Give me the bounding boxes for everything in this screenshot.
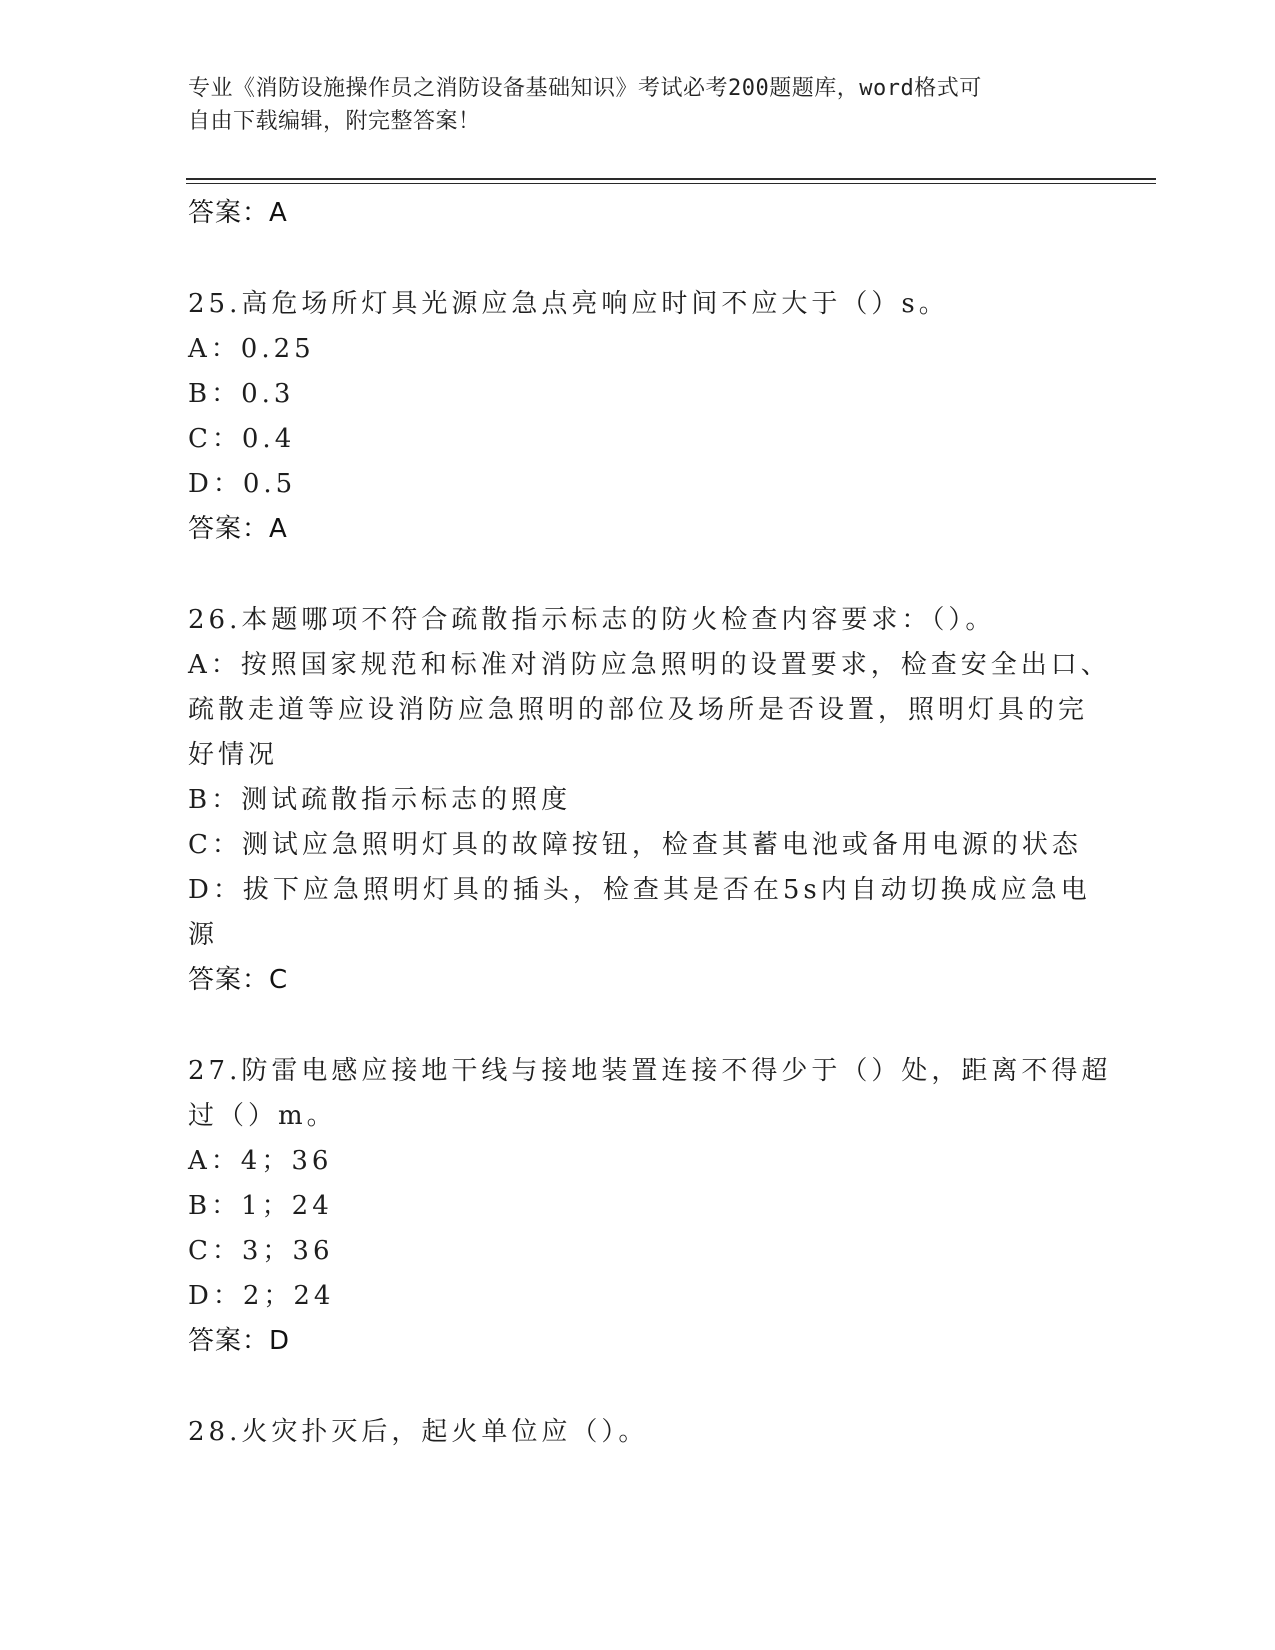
option-b: B：1；24 [188, 1191, 333, 1221]
answer: 答案：D [188, 1326, 291, 1356]
option-c: C：3；36 [188, 1236, 334, 1266]
spacer [188, 1364, 1088, 1410]
question-stem: 25.高危场所灯具光源应急点亮响应时间不应大于（）s。 [188, 289, 949, 319]
question-27 [188, 1049, 1112, 1364]
option-d: D：拔下应急照明灯具的插头，检查其是否在5s内自动切换成应急电 [188, 875, 1091, 905]
option-a: A：0.25 [188, 334, 315, 364]
previous-answer: 答案：A [188, 198, 288, 228]
question-25 [188, 282, 1088, 552]
option-d: D：2；24 [188, 1281, 335, 1311]
option-c: C：0.4 [188, 424, 296, 454]
question-stem: 27.防雷电感应接地干线与接地装置连接不得少于（）处，距离不得超 [188, 1056, 1112, 1086]
option-d-continued: 源 [188, 920, 219, 950]
option-b: B：测试疏散指示标志的照度 [188, 785, 572, 815]
option-a-continued: 好情况 [188, 740, 279, 770]
header-line-1: 专业《消防设施操作员之消防设备基础知识》考试必考200题题库，word格式可 [188, 76, 982, 101]
document-header [188, 72, 1088, 138]
answer: 答案：C [188, 965, 289, 995]
option-a: A：4；36 [188, 1146, 333, 1176]
option-c: C：测试应急照明灯具的故障按钮，检查其蓄电池或备用电源的状态 [188, 830, 1082, 860]
spacer [188, 236, 1088, 282]
option-a-continued: 疏散走道等应设消防应急照明的部位及场所是否设置，照明灯具的完 [188, 695, 1089, 725]
question-stem-continued: 过（）m。 [188, 1101, 337, 1131]
question-stem: 28.火灾扑灭后，起火单位应（）。 [188, 1417, 649, 1447]
spacer [188, 1003, 1088, 1049]
question-28 [188, 1410, 1088, 1455]
header-divider-thick [186, 178, 1156, 180]
question-stem: 26.本题哪项不符合疏散指示标志的防火检查内容要求：（）。 [188, 605, 996, 635]
header-line-2: 自由下载编辑，附完整答案！ [188, 109, 481, 134]
question-26 [188, 598, 1111, 1003]
option-b: B：0.3 [188, 379, 295, 409]
question-list [188, 191, 1112, 1455]
option-d: D：0.5 [188, 469, 297, 499]
answer: 答案：A [188, 514, 288, 544]
option-a: A：按照国家规范和标准对消防应急照明的设置要求，检查安全出口、 [188, 650, 1111, 680]
spacer [188, 552, 1088, 598]
header-divider-thin [186, 183, 1156, 184]
